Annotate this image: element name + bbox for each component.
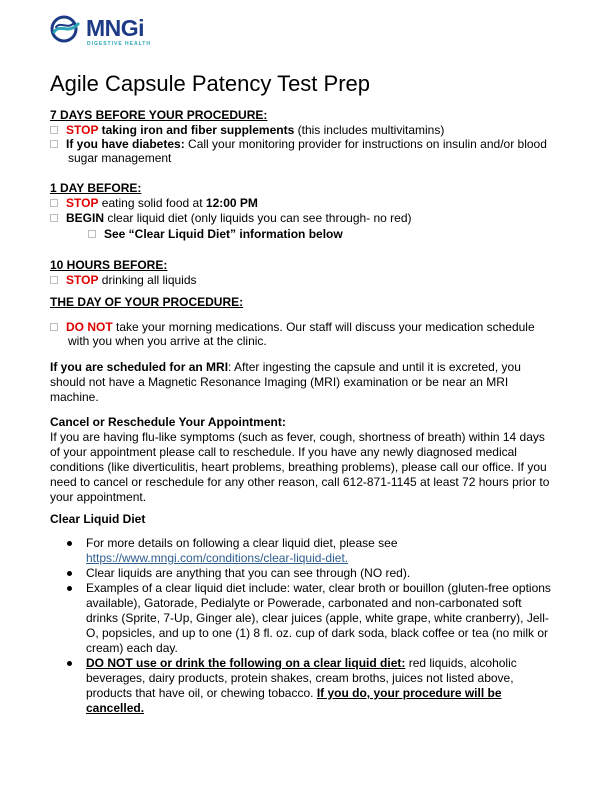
clear-liquid-diet-heading: Clear Liquid Diet bbox=[50, 512, 146, 526]
list-item: Examples of a clear liquid diet include: water, clear broth or bouillon (gluten-free options available), Gatorade, Pedialyte or Powerade, carbonated and non-carbonated soft drinks (Sprite, 7-Up, Ginger ale), clear juices (apple, white grape, white cranberry), Jell- O, popsicles, and up to one (1) 8 fl. oz. cup of dark soda, black coffee or tea (no milk or cream) each day. bbox=[50, 581, 555, 656]
section-heading-7-days: 7 DAYS BEFORE YOUR PROCEDURE: bbox=[50, 108, 268, 122]
checkbox-icon bbox=[50, 276, 58, 284]
logo-subtitle: DIGESTIVE HEALTH bbox=[87, 41, 151, 47]
section-heading-1-day: 1 DAY BEFORE: bbox=[50, 181, 142, 195]
bullet-icon bbox=[67, 586, 72, 591]
checkbox-icon bbox=[50, 323, 58, 331]
list-item: See “Clear Liquid Diet” information below bbox=[88, 227, 598, 242]
list-item: STOP eating solid food at 12:00 PM bbox=[50, 196, 560, 211]
cancel-section: Cancel or Reschedule Your Appointment: If you are having flu-like symptoms (such as fever, cough, shortness of breath) within 14 days of your appointment please call to reschedule. If you have any newly diagnosed medical conditions (like diverticulitis, heart problems, breathing problems), please call our office. If you need to cancel or reschedule for any other reason, call 612-871-1145 at least 72 hours prior to your appointment. bbox=[50, 415, 555, 505]
list-item: For more details on following a clear liquid diet, please see https://www.mngi.com/conditions/clear-liquid-diet. bbox=[50, 536, 555, 566]
list-item-continuation: sugar management bbox=[68, 151, 172, 165]
checkbox-icon bbox=[50, 199, 58, 207]
page-title: Agile Capsule Patency Test Prep bbox=[50, 71, 370, 96]
checkbox-icon bbox=[50, 140, 58, 148]
section-heading-10-hours: 10 HOURS BEFORE: bbox=[50, 258, 168, 272]
list-item: STOP drinking all liquids bbox=[50, 273, 560, 288]
list-item: DO NOT use or drink the following on a clear liquid diet: red liquids, alcoholic beverages, dairy products, protein shakes, cream broths, juices not listed above, products that have oil, or chewing tobacco. If you do, your procedure will be cancelled. bbox=[50, 656, 555, 716]
logo-name: MNGi bbox=[86, 15, 145, 41]
clear-liquid-diet-link[interactable]: https://www.mngi.com/conditions/clear-liquid-diet. bbox=[86, 551, 349, 565]
list-item: STOP taking iron and fiber supplements (this includes multivitamins) bbox=[50, 123, 560, 138]
mngi-logo bbox=[50, 14, 190, 48]
list-item: Clear liquids are anything that you can see through (NO red). bbox=[50, 566, 555, 581]
bullet-icon bbox=[67, 661, 72, 666]
section-heading-day-of: THE DAY OF YOUR PROCEDURE: bbox=[50, 295, 244, 309]
cancel-heading: Cancel or Reschedule Your Appointment: bbox=[50, 415, 286, 429]
mngi-logo-icon bbox=[50, 15, 82, 43]
list-item: BEGIN clear liquid diet (only liquids you can see through- no red) bbox=[50, 211, 560, 226]
checkbox-icon bbox=[50, 214, 58, 222]
bullet-icon bbox=[67, 571, 72, 576]
clear-liquid-diet-list bbox=[50, 536, 555, 716]
list-item: If you have diabetes: Call your monitoring provider for instructions on insulin and/or blood bbox=[50, 137, 560, 152]
mri-paragraph: If you are scheduled for an MRI: After ingesting the capsule and until it is excreted, you should not have a Magnetic Resonance Imaging (MRI) examination or be near an MRI machine. bbox=[50, 360, 521, 404]
checkbox-icon bbox=[50, 126, 58, 134]
bullet-icon bbox=[67, 541, 72, 546]
list-item: DO NOT take your morning medications. Our staff will discuss your medication schedule bbox=[50, 320, 560, 335]
checkbox-icon bbox=[88, 230, 96, 238]
list-item-continuation: with you when you arrive at the clinic. bbox=[68, 334, 267, 348]
